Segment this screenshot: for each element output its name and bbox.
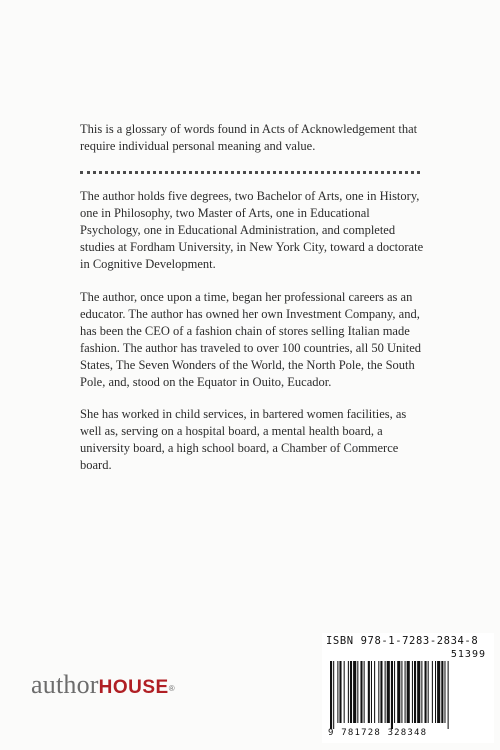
bio-paragraph-text: The author holds five degrees, two Bachelor of Arts, one in History, one in Philosophy, two Master of Arts, one in Educational Psychology, one in Educational Administration, and completed studies at Fordham University, in New York City, toward a doctorate in Cognitive Development. — [80, 189, 424, 271]
barcode-bars — [322, 661, 494, 729]
barcode-bar — [428, 661, 429, 723]
bio-paragraph-career — [80, 289, 430, 391]
price-code: 51399 — [450, 649, 486, 660]
barcode-bar — [425, 661, 427, 723]
barcode-bar — [407, 661, 410, 723]
barcode-bar — [344, 661, 345, 723]
barcode-bar — [371, 661, 372, 723]
barcode-bar — [380, 661, 382, 723]
barcode-bar — [348, 661, 349, 723]
barcode-bar — [350, 661, 352, 723]
glossary-intro-text: This is a glossary of words found in Acts of Acknowledgement that require individual personal meaning and value. — [80, 122, 418, 153]
publisher-logo-house: HOUSE — [98, 677, 169, 698]
ean-digits: 9 781728 328348 — [328, 728, 428, 738]
barcode-bar — [387, 661, 390, 723]
barcode-bar — [435, 661, 436, 723]
barcode-bar — [412, 661, 413, 723]
barcode-bar — [444, 661, 445, 723]
barcode-bar — [441, 661, 443, 723]
barcode-bar — [432, 661, 433, 723]
publisher-logo — [31, 670, 175, 703]
barcode-bar — [405, 661, 406, 723]
publisher-logo-author: author — [31, 670, 99, 699]
barcode-bar — [397, 661, 400, 723]
dotted-divider — [80, 171, 420, 174]
barcode-bar — [414, 661, 416, 723]
barcode-bar — [374, 661, 375, 723]
registered-mark: ® — [168, 684, 175, 693]
barcode-bar — [378, 661, 379, 723]
barcode-bar — [364, 661, 365, 723]
isbn-label: ISBN 978-1-7283-2834-8 — [326, 635, 479, 647]
bio-paragraph-service — [80, 406, 430, 474]
barcode-bar — [360, 661, 362, 723]
isbn-barcode — [322, 633, 494, 743]
barcode-bar — [357, 661, 358, 723]
barcode-bar — [391, 661, 393, 729]
barcode-bar — [394, 661, 395, 723]
barcode-bar — [333, 661, 334, 729]
barcode-bar — [417, 661, 420, 723]
barcode-bar — [421, 661, 422, 723]
barcode-bar — [368, 661, 370, 723]
barcode-bar — [401, 661, 402, 723]
barcode-bar — [330, 661, 332, 729]
barcode-bar — [437, 661, 440, 723]
barcode-bar — [385, 661, 386, 723]
barcode-bar — [353, 661, 356, 723]
bio-paragraph-degrees — [80, 188, 430, 273]
glossary-intro — [80, 121, 430, 155]
bio-paragraph-text: She has worked in child services, in bartered women facilities, as well as, serving on a hospital board, a mental health board, a university board, a high school board, a Chamber of Commerce board. — [80, 407, 407, 472]
barcode-bar — [337, 661, 338, 723]
bio-paragraph-text: The author, once upon a time, began her professional careers as an educator. The author has owned her own Investment Company, and, has been the CEO of a fashion chain of stores selling Italian made fashion. The author has traveled to over 100 countries, all 50 United States, The Seven Wonders of the World, the North Pole, the South Pole, and, stood on the Equator in Ouito, Eucador. — [80, 290, 421, 389]
barcode-bar — [448, 661, 449, 729]
barcode-bar — [339, 661, 341, 723]
